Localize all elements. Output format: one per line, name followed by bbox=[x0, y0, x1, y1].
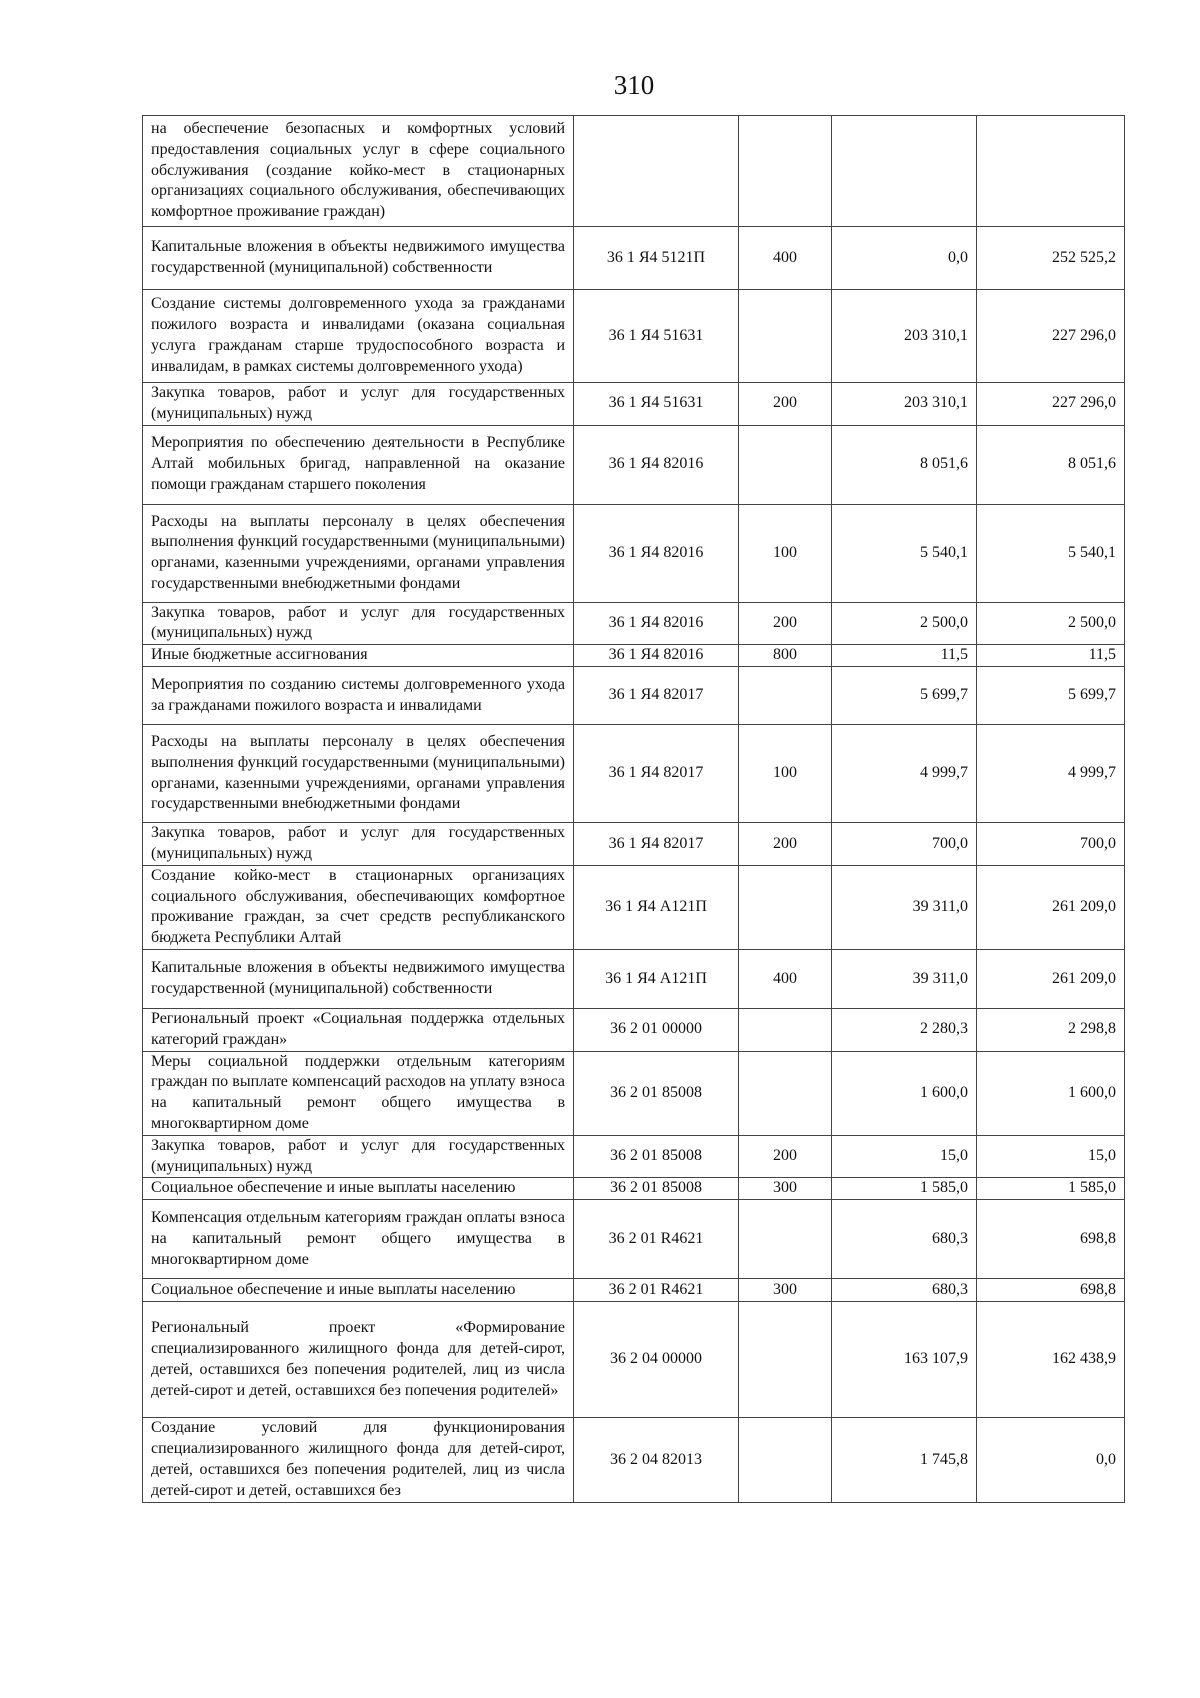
table-row bbox=[143, 1135, 1125, 1178]
row-description: Мероприятия по обеспечению деятельности в Республике Алтай мобильных бригад, направленной на оказание помощи гражданам старшего поколения bbox=[143, 425, 574, 504]
row-description: Капитальные вложения в объекты недвижимого имущества государственной (муниципальной) собственности bbox=[143, 227, 574, 290]
amount-first-year: 680,3 bbox=[832, 1200, 977, 1279]
target-article-code: 36 1 Я4 82017 bbox=[574, 823, 739, 866]
amount-second-year: 162 438,9 bbox=[977, 1302, 1125, 1418]
table-row bbox=[143, 602, 1125, 645]
expense-type-code bbox=[739, 290, 832, 383]
amount-first-year: 8 051,6 bbox=[832, 425, 977, 504]
table-row bbox=[143, 1178, 1125, 1200]
row-description: Закупка товаров, работ и услуг для государственных (муниципальных) нужд bbox=[143, 383, 574, 426]
amount-first-year: 700,0 bbox=[832, 823, 977, 866]
budget-table bbox=[142, 115, 1125, 1503]
table-row bbox=[143, 865, 1125, 949]
amount-first-year: 11,5 bbox=[832, 645, 977, 667]
row-description: на обеспечение безопасных и комфортных условий предоставления социальных услуг в сфере социального обслуживания (создание койко-мест в стационарных организациях социального обслуживания, обеспечивающих комфортное проживание граждан) bbox=[143, 116, 574, 227]
target-article-code: 36 2 01 85008 bbox=[574, 1051, 739, 1135]
expense-type-code: 800 bbox=[739, 645, 832, 667]
expense-type-code bbox=[739, 425, 832, 504]
table-row bbox=[143, 1200, 1125, 1279]
expense-type-code: 300 bbox=[739, 1178, 832, 1200]
target-article-code: 36 1 Я4 82016 bbox=[574, 504, 739, 602]
table-row bbox=[143, 1279, 1125, 1302]
row-description: Создание системы долговременного ухода за гражданами пожилого возраста и инвалидами (оказана социальная услуга гражданам старше трудоспособного возраста и инвалидам, в рамках системы долговременного ухода) bbox=[143, 290, 574, 383]
row-description: Региональный проект «Формирование специализированного жилищного фонда для детей-сирот, детей, оставшихся без попечения родителей, лиц из числа детей-сирот и детей, оставшихся без попечения родителей» bbox=[143, 1302, 574, 1418]
amount-second-year: 15,0 bbox=[977, 1135, 1125, 1178]
amount-second-year: 11,5 bbox=[977, 645, 1125, 667]
amount-second-year: 700,0 bbox=[977, 823, 1125, 866]
table-row bbox=[143, 823, 1125, 866]
expense-type-code bbox=[739, 1008, 832, 1051]
target-article-code: 36 1 Я4 А121П bbox=[574, 949, 739, 1008]
amount-first-year: 4 999,7 bbox=[832, 725, 977, 823]
amount-second-year: 227 296,0 bbox=[977, 383, 1125, 426]
table-row bbox=[143, 1051, 1125, 1135]
amount-first-year: 203 310,1 bbox=[832, 290, 977, 383]
target-article-code: 36 1 Я4 5121П bbox=[574, 227, 739, 290]
budget-table-body bbox=[143, 116, 1125, 1503]
expense-type-code bbox=[739, 1200, 832, 1279]
target-article-code: 36 1 Я4 82017 bbox=[574, 667, 739, 725]
table-row bbox=[143, 1008, 1125, 1051]
expense-type-code: 200 bbox=[739, 823, 832, 866]
table-row bbox=[143, 1418, 1125, 1502]
expense-type-code: 400 bbox=[739, 227, 832, 290]
amount-second-year: 0,0 bbox=[977, 1418, 1125, 1502]
amount-first-year: 2 500,0 bbox=[832, 602, 977, 645]
amount-first-year: 163 107,9 bbox=[832, 1302, 977, 1418]
amount-first-year: 0,0 bbox=[832, 227, 977, 290]
amount-second-year: 698,8 bbox=[977, 1200, 1125, 1279]
row-description: Закупка товаров, работ и услуг для государственных (муниципальных) нужд bbox=[143, 823, 574, 866]
table-row bbox=[143, 949, 1125, 1008]
table-row bbox=[143, 504, 1125, 602]
row-description: Социальное обеспечение и иные выплаты населению bbox=[143, 1279, 574, 1302]
amount-second-year: 2 298,8 bbox=[977, 1008, 1125, 1051]
table-row bbox=[143, 725, 1125, 823]
amount-second-year: 261 209,0 bbox=[977, 949, 1125, 1008]
table-row bbox=[143, 383, 1125, 426]
expense-type-code bbox=[739, 667, 832, 725]
target-article-code: 36 2 01 85008 bbox=[574, 1178, 739, 1200]
amount-second-year: 261 209,0 bbox=[977, 865, 1125, 949]
table-row bbox=[143, 645, 1125, 667]
amount-first-year: 39 311,0 bbox=[832, 865, 977, 949]
target-article-code: 36 2 04 82013 bbox=[574, 1418, 739, 1502]
row-description: Создание условий для функционирования специализированного жилищного фонда для детей-сирот, детей, оставшихся без попечения родителей, лиц из числа детей-сирот и детей, оставшихся без bbox=[143, 1418, 574, 1502]
target-article-code: 36 1 Я4 82016 bbox=[574, 645, 739, 667]
table-row bbox=[143, 290, 1125, 383]
table-row bbox=[143, 116, 1125, 227]
amount-second-year: 698,8 bbox=[977, 1279, 1125, 1302]
amount-first-year: 5 540,1 bbox=[832, 504, 977, 602]
amount-first-year: 680,3 bbox=[832, 1279, 977, 1302]
expense-type-code: 200 bbox=[739, 602, 832, 645]
row-description: Закупка товаров, работ и услуг для государственных (муниципальных) нужд bbox=[143, 602, 574, 645]
target-article-code: 36 1 Я4 82017 bbox=[574, 725, 739, 823]
expense-type-code: 400 bbox=[739, 949, 832, 1008]
row-description: Компенсация отдельным категориям граждан оплаты взноса на капитальный ремонт общего имущества в многоквартирном доме bbox=[143, 1200, 574, 1279]
target-article-code: 36 1 Я4 82016 bbox=[574, 602, 739, 645]
target-article-code: 36 1 Я4 82016 bbox=[574, 425, 739, 504]
amount-second-year: 1 585,0 bbox=[977, 1178, 1125, 1200]
amount-first-year: 1 600,0 bbox=[832, 1051, 977, 1135]
amount-first-year: 5 699,7 bbox=[832, 667, 977, 725]
amount-second-year: 8 051,6 bbox=[977, 425, 1125, 504]
target-article-code bbox=[574, 116, 739, 227]
amount-first-year: 1 745,8 bbox=[832, 1418, 977, 1502]
target-article-code: 36 1 Я4 51631 bbox=[574, 290, 739, 383]
row-description: Мероприятия по созданию системы долговременного ухода за гражданами пожилого возраста и инвалидами bbox=[143, 667, 574, 725]
amount-second-year bbox=[977, 116, 1125, 227]
row-description: Иные бюджетные ассигнования bbox=[143, 645, 574, 667]
table-row bbox=[143, 227, 1125, 290]
target-article-code: 36 2 04 00000 bbox=[574, 1302, 739, 1418]
target-article-code: 36 2 01 R4621 bbox=[574, 1279, 739, 1302]
target-article-code: 36 2 01 85008 bbox=[574, 1135, 739, 1178]
expense-type-code bbox=[739, 116, 832, 227]
expense-type-code: 200 bbox=[739, 383, 832, 426]
amount-second-year: 2 500,0 bbox=[977, 602, 1125, 645]
target-article-code: 36 1 Я4 А121П bbox=[574, 865, 739, 949]
page-number: 310 bbox=[613, 70, 655, 100]
amount-second-year: 5 540,1 bbox=[977, 504, 1125, 602]
row-description: Закупка товаров, работ и услуг для государственных (муниципальных) нужд bbox=[143, 1135, 574, 1178]
table-row bbox=[143, 667, 1125, 725]
target-article-code: 36 2 01 R4621 bbox=[574, 1200, 739, 1279]
expense-type-code bbox=[739, 1302, 832, 1418]
expense-type-code bbox=[739, 1418, 832, 1502]
amount-first-year: 203 310,1 bbox=[832, 383, 977, 426]
row-description: Расходы на выплаты персоналу в целях обеспечения выполнения функций государственными (муниципальными) органами, казенными учреждениями, органами управления государственными внебюджетными фондами bbox=[143, 504, 574, 602]
amount-second-year: 1 600,0 bbox=[977, 1051, 1125, 1135]
row-description: Капитальные вложения в объекты недвижимого имущества государственной (муниципальной) собственности bbox=[143, 949, 574, 1008]
amount-second-year: 5 699,7 bbox=[977, 667, 1125, 725]
table-row bbox=[143, 1302, 1125, 1418]
amount-second-year: 227 296,0 bbox=[977, 290, 1125, 383]
row-description: Меры социальной поддержки отдельным категориям граждан по выплате компенсаций расходов на уплату взноса на капитальный ремонт общего имущества в многоквартирном доме bbox=[143, 1051, 574, 1135]
amount-first-year bbox=[832, 116, 977, 227]
amount-first-year: 1 585,0 bbox=[832, 1178, 977, 1200]
amount-second-year: 4 999,7 bbox=[977, 725, 1125, 823]
expense-type-code: 100 bbox=[739, 504, 832, 602]
target-article-code: 36 2 01 00000 bbox=[574, 1008, 739, 1051]
amount-second-year: 252 525,2 bbox=[977, 227, 1125, 290]
table-row bbox=[143, 425, 1125, 504]
target-article-code: 36 1 Я4 51631 bbox=[574, 383, 739, 426]
row-description: Создание койко-мест в стационарных организациях социального обслуживания, обеспечивающих комфортное проживание граждан, за счет средств республиканского бюджета Республики Алтай bbox=[143, 865, 574, 949]
expense-type-code bbox=[739, 865, 832, 949]
amount-first-year: 15,0 bbox=[832, 1135, 977, 1178]
row-description: Региональный проект «Социальная поддержка отдельных категорий граждан» bbox=[143, 1008, 574, 1051]
row-description: Социальное обеспечение и иные выплаты населению bbox=[143, 1178, 574, 1200]
expense-type-code: 100 bbox=[739, 725, 832, 823]
expense-type-code: 200 bbox=[739, 1135, 832, 1178]
row-description: Расходы на выплаты персоналу в целях обеспечения выполнения функций государственными (муниципальными) органами, казенными учреждениями, органами управления государственными внебюджетными фондами bbox=[143, 725, 574, 823]
expense-type-code: 300 bbox=[739, 1279, 832, 1302]
expense-type-code bbox=[739, 1051, 832, 1135]
amount-first-year: 2 280,3 bbox=[832, 1008, 977, 1051]
amount-first-year: 39 311,0 bbox=[832, 949, 977, 1008]
